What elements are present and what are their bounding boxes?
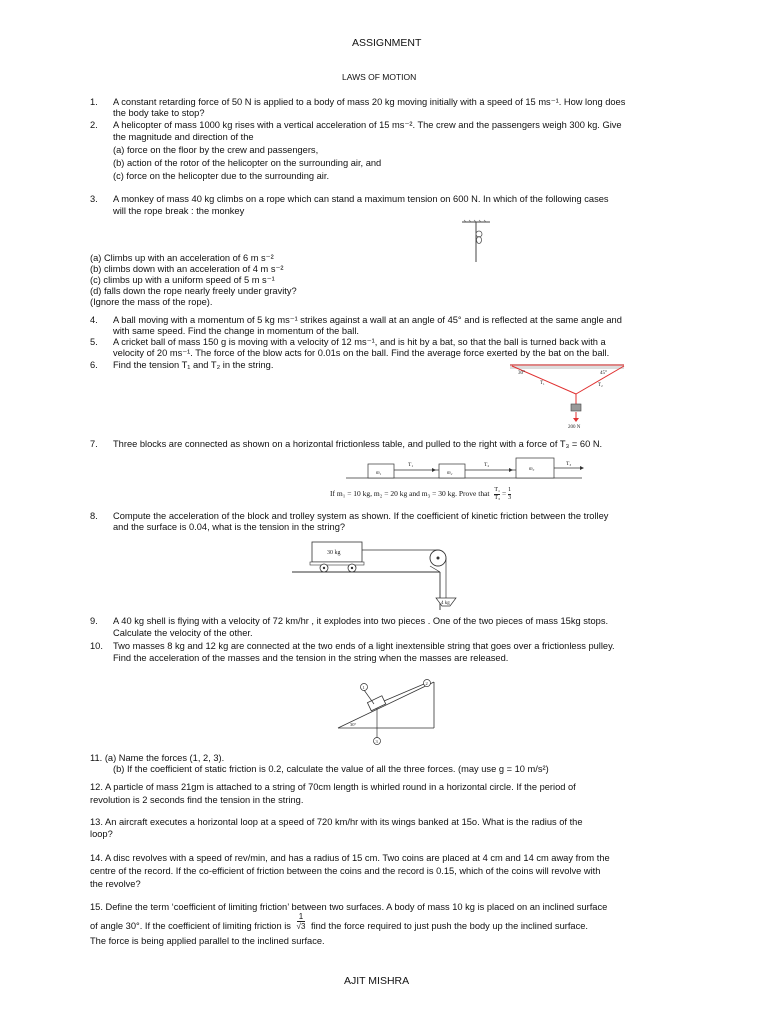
fig7-fraction [494,487,500,502]
fig6-angle-left: 30° [518,371,525,376]
q8-line1: Compute the acceleration of the block and trolley system as shown. If the coefficient of kinetic friction between the trolley [113,511,609,521]
q3-note: (Ignore the mass of the rope). [90,297,213,307]
q14-line1: 14. A disc revolves with a speed of rev/min, and has a radius of 15 cm. Two coins are placed at 4 cm and 14 cm away from the [90,853,610,863]
fig11-force2-label: 2 [425,681,428,686]
q14-line2: centre of the record. If the co-efficient of friction between the coins and the record is 0.15, which of the coins will revolve with [90,866,601,876]
fig7-fraction-num: T₁ [494,487,501,493]
fig8-trolley-label: 30 kg [327,550,341,556]
tension-strings-figure [508,362,628,430]
topic-subtitle: LAWS OF MOTION [342,72,417,82]
q12-line2: revolution is 2 seconds find the tension in the string. [90,795,304,805]
fig11-force3-label: 3 [375,739,378,744]
q13-line1: 13. An aircraft executes a horizontal loop at a speed of 720 km/hr with its wings banked at 15o. What is the radius of the [90,817,583,827]
q3-option-a: (a) Climbs up with an acceleration of 6 m s⁻² [90,253,274,263]
q9-line1: A 40 kg shell is flying with a velocity of 72 km/hr , it explodes into two pieces . One of the two pieces of mass 15kg stops. [113,616,609,626]
trolley-pulley-figure [290,534,470,610]
fig6-t1-label: T₁ [540,381,545,386]
q4-line1: A ball moving with a momentum of 5 kg ms⁻¹ strikes against a wall at an angle of 45° and is reflected at the same angle and [113,315,622,325]
q2-number: 2. [90,120,98,130]
fig7-caption [330,487,511,502]
fig8-hanging-label: 4 kg [441,601,450,606]
q7-number: 7. [90,439,98,449]
q4-line2: with same speed. Find the change in momentum of the ball. [113,326,359,336]
fig7-rhs-den: 3 [508,495,512,501]
q8-number: 8. [90,511,98,521]
fig6-t2-label: T₂ [598,383,603,388]
q2-line2: the magnitude and direction of the [113,132,254,142]
fig7-caption-text: If m₁ = 10 kg, m₂ = 20 kg and m₃ = 30 kg. Prove that [330,489,490,499]
q15-fraction-num: 1 [297,912,306,922]
q10-number: 10. [90,641,103,651]
author-name: AJIT MISHRA [344,975,410,987]
monkey-rope-figure [458,218,498,264]
fig6-weight-label: 200 N [568,425,581,430]
q10-line1: Two masses 8 kg and 12 kg are connected at the two ends of a light inextensible string that goes over a frictionless pulley. [113,641,615,651]
q15-line2-end: find the force required to just push the body up the inclined surface. [310,920,588,931]
q12-line1: 12. A particle of mass 21gm is attached to a string of 70cm length is whirled round in a horizontal circle. If the period of [90,782,576,792]
q3-line1: A monkey of mass 40 kg climbs on a rope which can stand a maximum tension on 600 N. In which of the following cases [113,194,609,204]
q1-number: 1. [90,97,98,107]
q8-line2: and the surface is 0.04, what is the tension in the string? [113,522,346,532]
q15-line3: The force is being applied parallel to the inclined surface. [90,936,325,946]
q4-number: 4. [90,315,98,325]
q15-line1: 15. Define the term ‘coefficient of limiting friction’ between two surfaces. A body of mass 10 kg is placed on an inclined surface [90,902,608,912]
inclined-plane-forces-figure [334,676,444,748]
q6-number: 6. [90,360,98,370]
fig6-angle-right: 45° [600,371,607,376]
q1-line1: A constant retarding force of 50 N is applied to a body of mass 20 kg moving initially with a speed of 15 ms⁻¹. How long does [113,97,626,107]
q2-part-a: (a) force on the floor by the crew and passengers, [113,145,319,155]
q3-option-c: (c) climbs up with a uniform speed of 5 m s⁻¹ [90,275,275,285]
fig11-force1-label: 1 [362,685,365,690]
q2-line1: A helicopter of mass 1000 kg rises with a vertical acceleration of 15 ms⁻². The crew and the passengers weigh 300 kg. Give [113,120,622,130]
fig7-rhs-num: 1 [508,487,512,493]
q2-part-b: (b) action of the rotor of the helicopter on the surrounding air, and [113,158,382,168]
q7-line1: Three blocks are connected as shown on a horizontal frictionless table, and pulled to the right with a force of T₃ = 60 N. [113,439,603,449]
fig7-m3-label: m₃ [529,467,535,472]
q3-line2: will the rope break : the monkey [113,206,245,216]
q1-line2: the body take to stop? [113,108,205,118]
q14-line3: the revolve? [90,879,141,889]
q13-line2: loop? [90,829,113,839]
q10-line2: Find the acceleration of the masses and the tension in the string when the masses are released. [113,653,509,663]
q5-line1: A cricket ball of mass 150 g is moving with a velocity of 12 ms⁻¹, and is hit by a bat, so that the ball is turned back with a [113,337,606,347]
q15-fraction-den: √3 [296,922,306,931]
q9-number: 9. [90,616,98,626]
q3-number: 3. [90,194,98,204]
q6-line1: Find the tension T₁ and T₂ in the string. [113,360,274,370]
fig7-rhs-fraction [508,487,511,502]
q5-line2: velocity of 20 ms⁻¹. The force of the blow acts for 0.01s on the ball. Find the average force exerted by the bat on the ball. [113,348,610,358]
q2-part-c: (c) force on the helicopter due to the surrounding air. [113,171,330,181]
fig7-equals: = [502,489,507,499]
fig7-t2-label: T₂ [484,462,490,468]
q15-line2-start: of angle 30°. If the coefficient of limiting friction is [90,920,291,931]
fig7-fraction-den: T₃ [494,495,501,501]
q3-option-b: (b) climbs down with an acceleration of 4 m s⁻² [90,264,284,274]
q15-fraction [297,912,306,931]
fig7-t1-label: T₁ [408,462,414,468]
q3-option-d: (d) falls down the rope nearly freely under gravity? [90,286,297,296]
q15-line2 [90,912,588,936]
fig7-t3-label: T₃ [566,461,572,467]
q5-number: 5. [90,337,98,347]
fig11-angle-label: 30° [350,722,357,727]
q11-line1: 11. (a) Name the forces (1, 2, 3). [90,753,225,763]
q9-line2: Calculate the velocity of the other. [113,628,253,638]
fig7-m1-label: m₁ [376,471,382,476]
fig7-m2-label: m₂ [447,471,453,476]
assignment-title: ASSIGNMENT [352,37,422,49]
q11-line2: (b) If the coefficient of static friction is 0.2, calculate the value of all the three forces. (may use g = 10 m/s²) [113,764,549,774]
